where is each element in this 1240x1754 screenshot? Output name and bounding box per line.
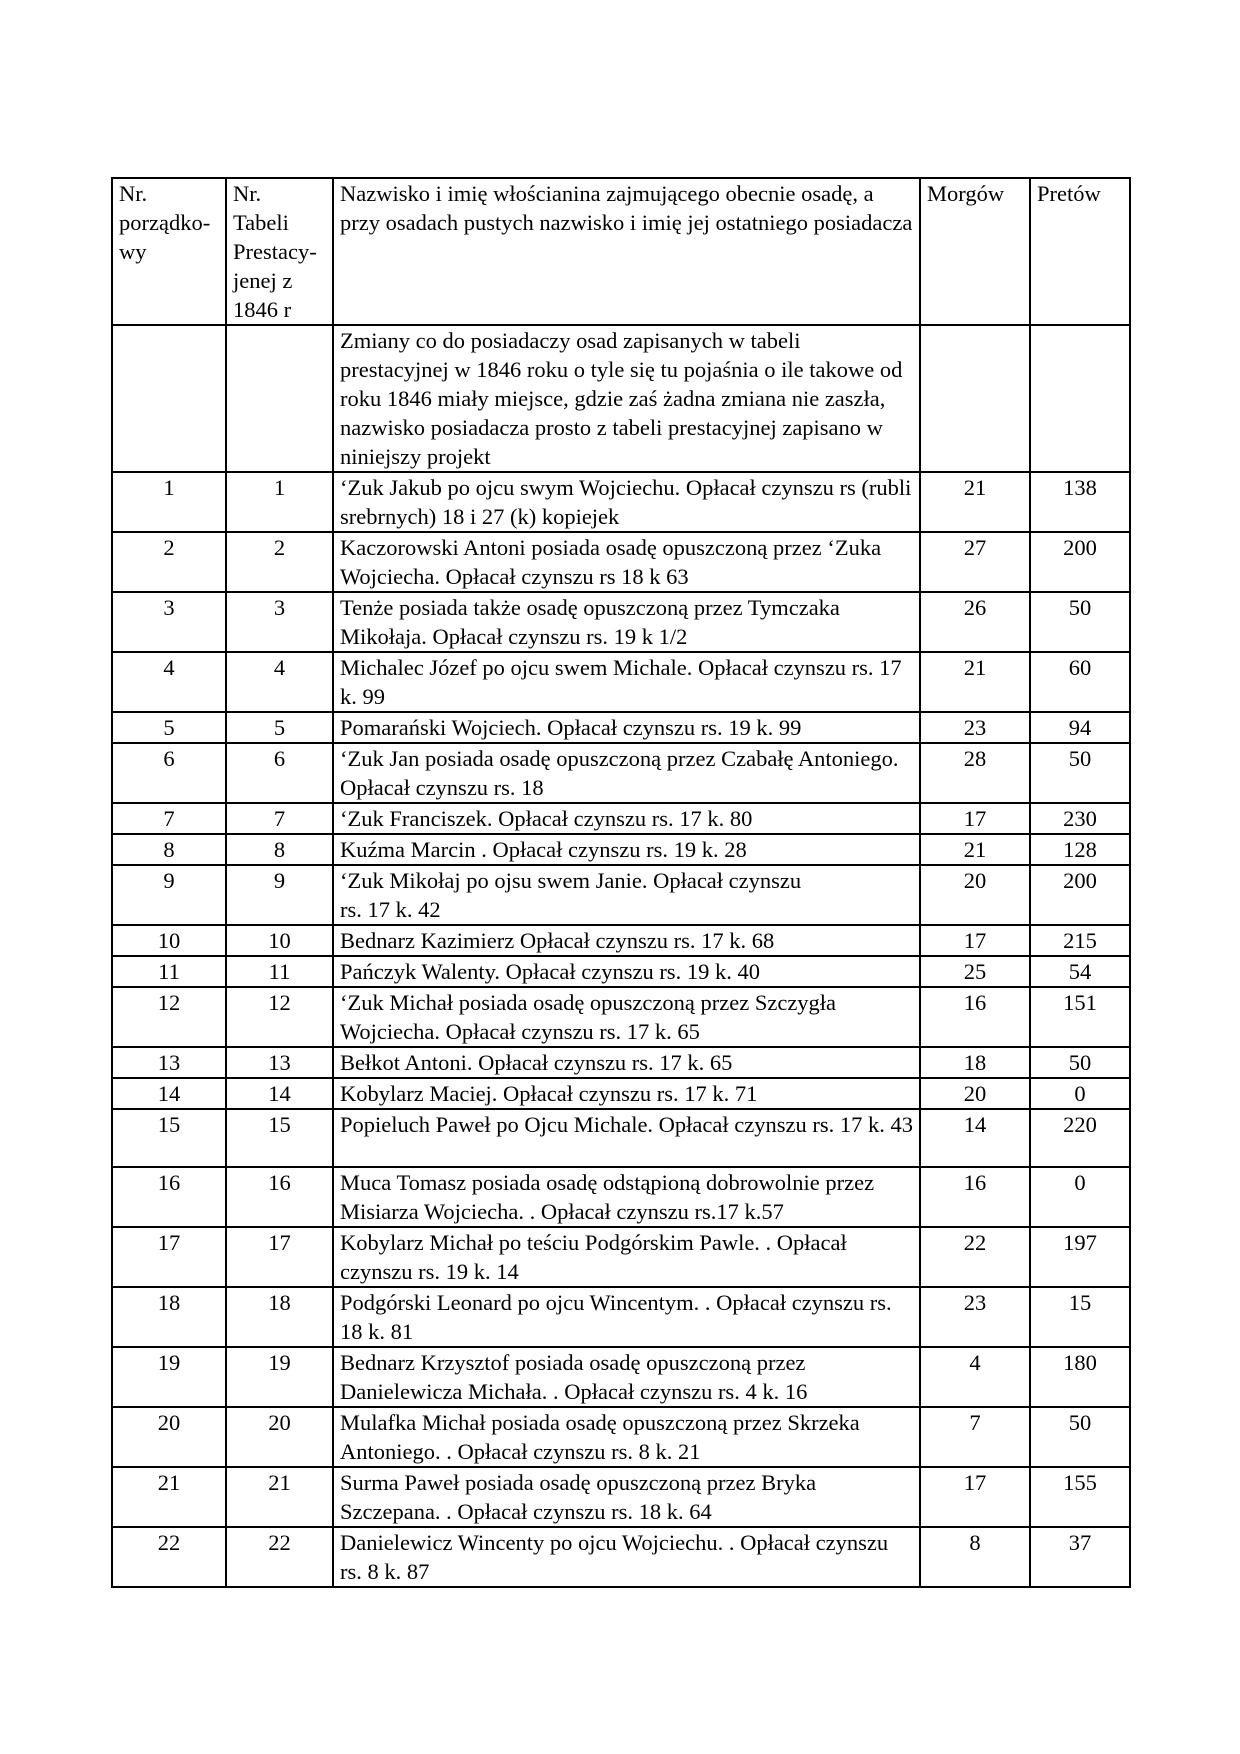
- row-name-cell: Michalec Józef po ojcu swem Michale. Opłacał czynszu rs. 17 k. 99: [333, 652, 920, 712]
- row-pretow-cell: 151: [1030, 987, 1130, 1047]
- table-row: [112, 987, 1130, 1047]
- row-pretow-cell: 200: [1030, 865, 1130, 925]
- row-pretow-cell: 15: [1030, 1287, 1130, 1347]
- row-pretow-cell: 155: [1030, 1467, 1130, 1527]
- row-morgow-cell: 21: [920, 652, 1030, 712]
- row-pretow-cell: 60: [1030, 652, 1130, 712]
- row-pretow-cell: 50: [1030, 743, 1130, 803]
- table-row: [112, 1347, 1130, 1407]
- row-pretow-cell: 37: [1030, 1527, 1130, 1587]
- row-tabela-cell: 17: [226, 1227, 333, 1287]
- table-row: [112, 743, 1130, 803]
- row-nr-cell: 12: [112, 987, 226, 1047]
- row-morgow-cell: 28: [920, 743, 1030, 803]
- note-text: Zmiany co do posiadaczy osad zapisanych w tabeli prestacyjnej w 1846 roku o tyle się tu pojaśnia o ile takowe od roku 1846 miały miejsce, gdzie zaś żadna zmiana nie zaszła, nazwisko posiadacza prosto z tabeli prestacyjnej zapisano w niniejszy projekt: [333, 325, 920, 472]
- row-tabela-cell: 18: [226, 1287, 333, 1347]
- table-row: [112, 925, 1130, 956]
- row-pretow-cell: 230: [1030, 803, 1130, 834]
- row-nr-cell: 10: [112, 925, 226, 956]
- row-nr-cell: 18: [112, 1287, 226, 1347]
- table-row: [112, 1467, 1130, 1527]
- row-tabela-cell: 13: [226, 1047, 333, 1078]
- row-morgow-cell: 8: [920, 1527, 1030, 1587]
- header-nazwisko: Nazwisko i imię włościanina zajmującego obecnie osadę, a przy osadach pustych nazwisko i imię jej ostatniego posiadacza: [333, 178, 920, 325]
- row-nr-cell: 8: [112, 834, 226, 865]
- row-name-cell: ‘Zuk Mikołaj po ojsu swem Janie. Opłacał czynszu rs. 17 k. 42: [333, 865, 920, 925]
- row-pretow-cell: 50: [1030, 1407, 1130, 1467]
- row-morgow-cell: 17: [920, 925, 1030, 956]
- row-nr-cell: 14: [112, 1078, 226, 1109]
- row-name-cell: ‘Zuk Michał posiada osadę opuszczoną przez Szczygła Wojciecha. Opłacał czynszu rs. 17 k. 65: [333, 987, 920, 1047]
- row-pretow-cell: 0: [1030, 1078, 1130, 1109]
- table-row: [112, 532, 1130, 592]
- row-tabela-cell: 7: [226, 803, 333, 834]
- table-row: [112, 1078, 1130, 1109]
- row-nr-cell: 5: [112, 712, 226, 743]
- row-name-cell: ‘Zuk Jan posiada osadę opuszczoną przez Czabałę Antoniego. Opłacał czynszu rs. 18: [333, 743, 920, 803]
- table-row: [112, 1167, 1130, 1227]
- row-name-cell: Bednarz Kazimierz Opłacał czynszu rs. 17 k. 68: [333, 925, 920, 956]
- row-nr-cell: 16: [112, 1167, 226, 1227]
- row-morgow-cell: 16: [920, 987, 1030, 1047]
- table-row: [112, 956, 1130, 987]
- table-row: [112, 652, 1130, 712]
- row-morgow-cell: 20: [920, 865, 1030, 925]
- note-row: [112, 325, 1130, 472]
- row-morgow-cell: 20: [920, 1078, 1030, 1109]
- row-name-cell: Surma Paweł posiada osadę opuszczoną przez Bryka Szczepana. . Opłacał czynszu rs. 18 k. 64: [333, 1467, 920, 1527]
- row-name-cell: Popieluch Paweł po Ojcu Michale. Opłacał czynszu rs. 17 k. 43: [333, 1109, 920, 1167]
- row-nr-cell: 13: [112, 1047, 226, 1078]
- row-pretow-cell: 215: [1030, 925, 1130, 956]
- table-row: [112, 803, 1130, 834]
- row-morgow-cell: 4: [920, 1347, 1030, 1407]
- row-name-cell: Kaczorowski Antoni posiada osadę opuszczoną przez ‘Zuka Wojciecha. Opłacał czynszu rs 18 k 63: [333, 532, 920, 592]
- row-pretow-cell: 200: [1030, 532, 1130, 592]
- table-row: [112, 592, 1130, 652]
- row-name-cell: ‘Zuk Jakub po ojcu swym Wojciechu. Opłacał czynszu rs (rubli srebrnych) 18 i 27 (k) kopiejek: [333, 472, 920, 532]
- row-pretow-cell: 180: [1030, 1347, 1130, 1407]
- table-row: [112, 472, 1130, 532]
- row-tabela-cell: 9: [226, 865, 333, 925]
- row-tabela-cell: 15: [226, 1109, 333, 1167]
- row-tabela-cell: 3: [226, 592, 333, 652]
- row-nr-cell: 2: [112, 532, 226, 592]
- row-name-cell: Muca Tomasz posiada osadę odstąpioną dobrowolnie przez Misiarza Wojciecha. . Opłacał czynszu rs.17 k.57: [333, 1167, 920, 1227]
- header-nr-porzadkowy: Nr. porządko- wy: [112, 178, 226, 325]
- row-tabela-cell: 19: [226, 1347, 333, 1407]
- row-tabela-cell: 10: [226, 925, 333, 956]
- table-row: [112, 712, 1130, 743]
- row-nr-cell: 4: [112, 652, 226, 712]
- row-nr-cell: 15: [112, 1109, 226, 1167]
- row-name-cell: ‘Zuk Franciszek. Opłacał czynszu rs. 17 k. 80: [333, 803, 920, 834]
- row-pretow-cell: 54: [1030, 956, 1130, 987]
- row-pretow-cell: 0: [1030, 1167, 1130, 1227]
- row-nr-cell: 19: [112, 1347, 226, 1407]
- row-tabela-cell: 21: [226, 1467, 333, 1527]
- row-morgow-cell: 22: [920, 1227, 1030, 1287]
- row-tabela-cell: 2: [226, 532, 333, 592]
- row-name-cell: Bednarz Krzysztof posiada osadę opuszczoną przez Danielewicza Michała. . Opłacał czynszu rs. 4 k. 16: [333, 1347, 920, 1407]
- row-nr-cell: 9: [112, 865, 226, 925]
- row-tabela-cell: 1: [226, 472, 333, 532]
- row-tabela-cell: 6: [226, 743, 333, 803]
- row-morgow-cell: 21: [920, 472, 1030, 532]
- table-row: [112, 1407, 1130, 1467]
- row-name-cell: Bełkot Antoni. Opłacał czynszu rs. 17 k. 65: [333, 1047, 920, 1078]
- header-row: [112, 178, 1130, 325]
- row-morgow-cell: 27: [920, 532, 1030, 592]
- row-name-cell: Kobylarz Maciej. Opłacał czynszu rs. 17 k. 71: [333, 1078, 920, 1109]
- row-morgow-cell: 23: [920, 712, 1030, 743]
- row-tabela-cell: 22: [226, 1527, 333, 1587]
- row-pretow-cell: 197: [1030, 1227, 1130, 1287]
- row-nr-cell: 20: [112, 1407, 226, 1467]
- row-morgow-cell: 25: [920, 956, 1030, 987]
- row-pretow-cell: 94: [1030, 712, 1130, 743]
- row-pretow-cell: 220: [1030, 1109, 1130, 1167]
- row-name-cell: Pomarański Wojciech. Opłacał czynszu rs. 19 k. 99: [333, 712, 920, 743]
- row-name-cell: Danielewicz Wincenty po ojcu Wojciechu. . Opłacał czynszu rs. 8 k. 87: [333, 1527, 920, 1587]
- table-row: [112, 1109, 1130, 1167]
- note-empty-cell: [920, 325, 1030, 472]
- row-nr-cell: 6: [112, 743, 226, 803]
- header-pretow: Pretów: [1030, 178, 1130, 325]
- row-tabela-cell: 4: [226, 652, 333, 712]
- table-row: [112, 1287, 1130, 1347]
- row-tabela-cell: 20: [226, 1407, 333, 1467]
- row-pretow-cell: 138: [1030, 472, 1130, 532]
- row-name-cell: Kobylarz Michał po teściu Podgórskim Pawle. . Opłacał czynszu rs. 19 k. 14: [333, 1227, 920, 1287]
- row-name-cell: Tenże posiada także osadę opuszczoną przez Tymczaka Mikołaja. Opłacał czynszu rs. 19 k 1/2: [333, 592, 920, 652]
- row-name-cell: Kuźma Marcin . Opłacał czynszu rs. 19 k. 28: [333, 834, 920, 865]
- row-nr-cell: 22: [112, 1527, 226, 1587]
- row-nr-cell: 7: [112, 803, 226, 834]
- row-pretow-cell: 50: [1030, 592, 1130, 652]
- row-tabela-cell: 8: [226, 834, 333, 865]
- row-morgow-cell: 16: [920, 1167, 1030, 1227]
- table-row: [112, 834, 1130, 865]
- row-pretow-cell: 128: [1030, 834, 1130, 865]
- row-nr-cell: 21: [112, 1467, 226, 1527]
- row-nr-cell: 11: [112, 956, 226, 987]
- row-tabela-cell: 12: [226, 987, 333, 1047]
- row-tabela-cell: 16: [226, 1167, 333, 1227]
- row-tabela-cell: 11: [226, 956, 333, 987]
- row-morgow-cell: 7: [920, 1407, 1030, 1467]
- row-pretow-cell: 50: [1030, 1047, 1130, 1078]
- note-empty-cell: [226, 325, 333, 472]
- row-name-cell: Mulafka Michał posiada osadę opuszczoną przez Skrzeka Antoniego. . Opłacał czynszu rs. 8 k. 21: [333, 1407, 920, 1467]
- row-morgow-cell: 26: [920, 592, 1030, 652]
- table-row: [112, 1047, 1130, 1078]
- row-morgow-cell: 21: [920, 834, 1030, 865]
- row-tabela-cell: 5: [226, 712, 333, 743]
- row-morgow-cell: 17: [920, 1467, 1030, 1527]
- table-row: [112, 1527, 1130, 1587]
- row-name-cell: Podgórski Leonard po ojcu Wincentym. . Opłacał czynszu rs. 18 k. 81: [333, 1287, 920, 1347]
- row-morgow-cell: 23: [920, 1287, 1030, 1347]
- row-nr-cell: 1: [112, 472, 226, 532]
- table-row: [112, 865, 1130, 925]
- row-morgow-cell: 17: [920, 803, 1030, 834]
- table-row: [112, 1227, 1130, 1287]
- row-morgow-cell: 18: [920, 1047, 1030, 1078]
- land-register-table: [111, 177, 1131, 1588]
- row-morgow-cell: 14: [920, 1109, 1030, 1167]
- note-empty-cell: [112, 325, 226, 472]
- note-empty-cell: [1030, 325, 1130, 472]
- header-nr-tabeli: Nr. Tabeli Prestacy- jenej z 1846 r: [226, 178, 333, 325]
- row-nr-cell: 3: [112, 592, 226, 652]
- row-tabela-cell: 14: [226, 1078, 333, 1109]
- header-morgow: Morgów: [920, 178, 1030, 325]
- row-name-cell: Pańczyk Walenty. Opłacał czynszu rs. 19 k. 40: [333, 956, 920, 987]
- row-nr-cell: 17: [112, 1227, 226, 1287]
